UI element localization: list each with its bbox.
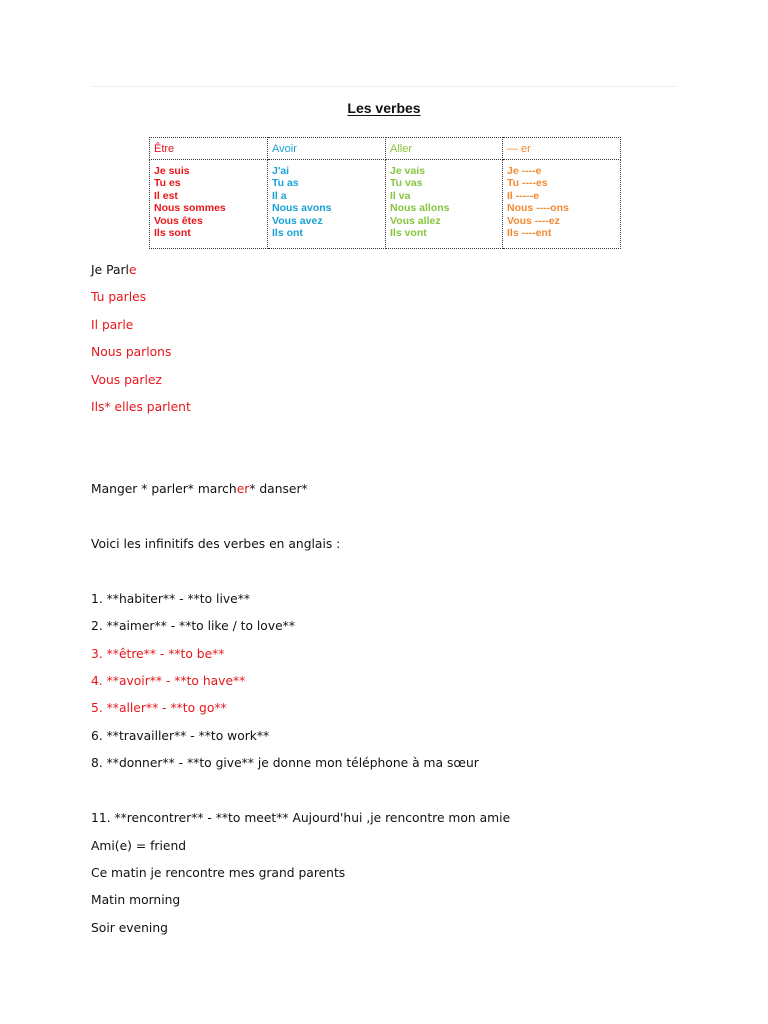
table-cell: Tu ----es — [507, 177, 548, 190]
table-cell: Je vais — [390, 165, 426, 177]
spacer — [91, 561, 691, 589]
verb-conjugation-table — [149, 137, 621, 249]
spacer — [91, 781, 691, 809]
table-cell: Ils ont — [272, 227, 303, 240]
table-cell: Nous sommes — [154, 202, 226, 215]
verbs-line — [91, 479, 691, 506]
table-header-row — [150, 138, 621, 160]
note-line: Matin morning — [91, 893, 181, 908]
spacer — [91, 507, 691, 535]
table-cell: Vous êtes — [154, 214, 203, 227]
table-cell: Il a — [272, 189, 287, 202]
table-cell: Vous ----ez — [507, 214, 560, 227]
table-cell: Tu es — [154, 177, 181, 190]
table-cell: Tu vas — [390, 177, 423, 190]
table-cell: Je suis — [154, 165, 190, 177]
table-cell: Vous avez — [272, 214, 323, 227]
table-cell: Je ----e — [507, 165, 542, 177]
table-cell: Il -----e — [507, 189, 540, 202]
table-cell: J'ai — [272, 165, 290, 177]
conjugation-stem: Je Parl — [91, 263, 129, 277]
note-line: Soir evening — [91, 920, 168, 935]
document-title: Les verbes — [347, 100, 421, 116]
note-line: Ami(e) = friend — [91, 838, 187, 853]
conjugation-line-je — [91, 260, 691, 287]
conjugation-line: Ils* elles parlent — [91, 399, 191, 414]
conjugation-line: Vous parlez — [91, 372, 162, 387]
column-er-verbs — [503, 160, 621, 249]
list-item: 4. **avoir** - **to have** — [91, 674, 246, 689]
table-cell: Ils vont — [390, 227, 427, 240]
column-aller — [386, 160, 503, 249]
list-item: 5. **aller** - **to go** — [91, 701, 227, 716]
list-item: 3. **être** - **to be** — [91, 646, 225, 661]
conjugation-line: Il parle — [91, 317, 134, 332]
list-item: 1. **habiter** - **to live** — [91, 591, 251, 606]
table-cell: Tu as — [272, 177, 299, 190]
table-cell: Nous avons — [272, 202, 332, 215]
table-cell: Il va — [390, 189, 411, 202]
spacer — [91, 452, 691, 479]
header-aller: Aller — [386, 138, 503, 160]
document-body — [91, 260, 691, 945]
verbs-line-part: * danser* — [249, 482, 308, 497]
list-item: 8. **donner** - **to give** je donne mon téléphone à ma sœur — [91, 756, 479, 771]
conjugation-ending: e — [128, 263, 137, 277]
table-cell: Vous allez — [390, 214, 441, 227]
column-avoir — [268, 160, 386, 249]
intro-line: Voici les infinitifs des verbes en anglais : — [91, 537, 341, 552]
verbs-line-part: Manger * parler* march — [91, 482, 237, 497]
header-etre: Être — [150, 138, 268, 160]
list-item: 2. **aimer** - **to like / to love** — [91, 619, 295, 634]
table-body-row — [150, 160, 621, 249]
conjugation-line: Tu parles — [91, 290, 147, 305]
table-cell: Nous allons — [390, 202, 450, 215]
note-line: 11. **rencontrer** - **to meet** Aujourd'hui ,je rencontre mon amie — [91, 811, 511, 826]
table-cell: Ils sont — [154, 227, 191, 240]
table-cell: Ils ----ent — [507, 227, 552, 240]
column-etre — [150, 160, 268, 249]
header-er-verbs: — er — [503, 138, 621, 160]
table-cell: Nous ----ons — [507, 202, 569, 215]
list-item: 6. **travailler** - **to work** — [91, 728, 270, 743]
note-line: Ce matin je rencontre mes grand parents — [91, 865, 346, 880]
conjugation-line: Nous parlons — [91, 345, 172, 360]
page-top-rule — [91, 86, 677, 87]
header-avoir: Avoir — [268, 138, 386, 160]
table-cell: Il est — [154, 189, 178, 202]
verbs-line-ending: er — [236, 482, 250, 497]
spacer — [91, 424, 691, 451]
